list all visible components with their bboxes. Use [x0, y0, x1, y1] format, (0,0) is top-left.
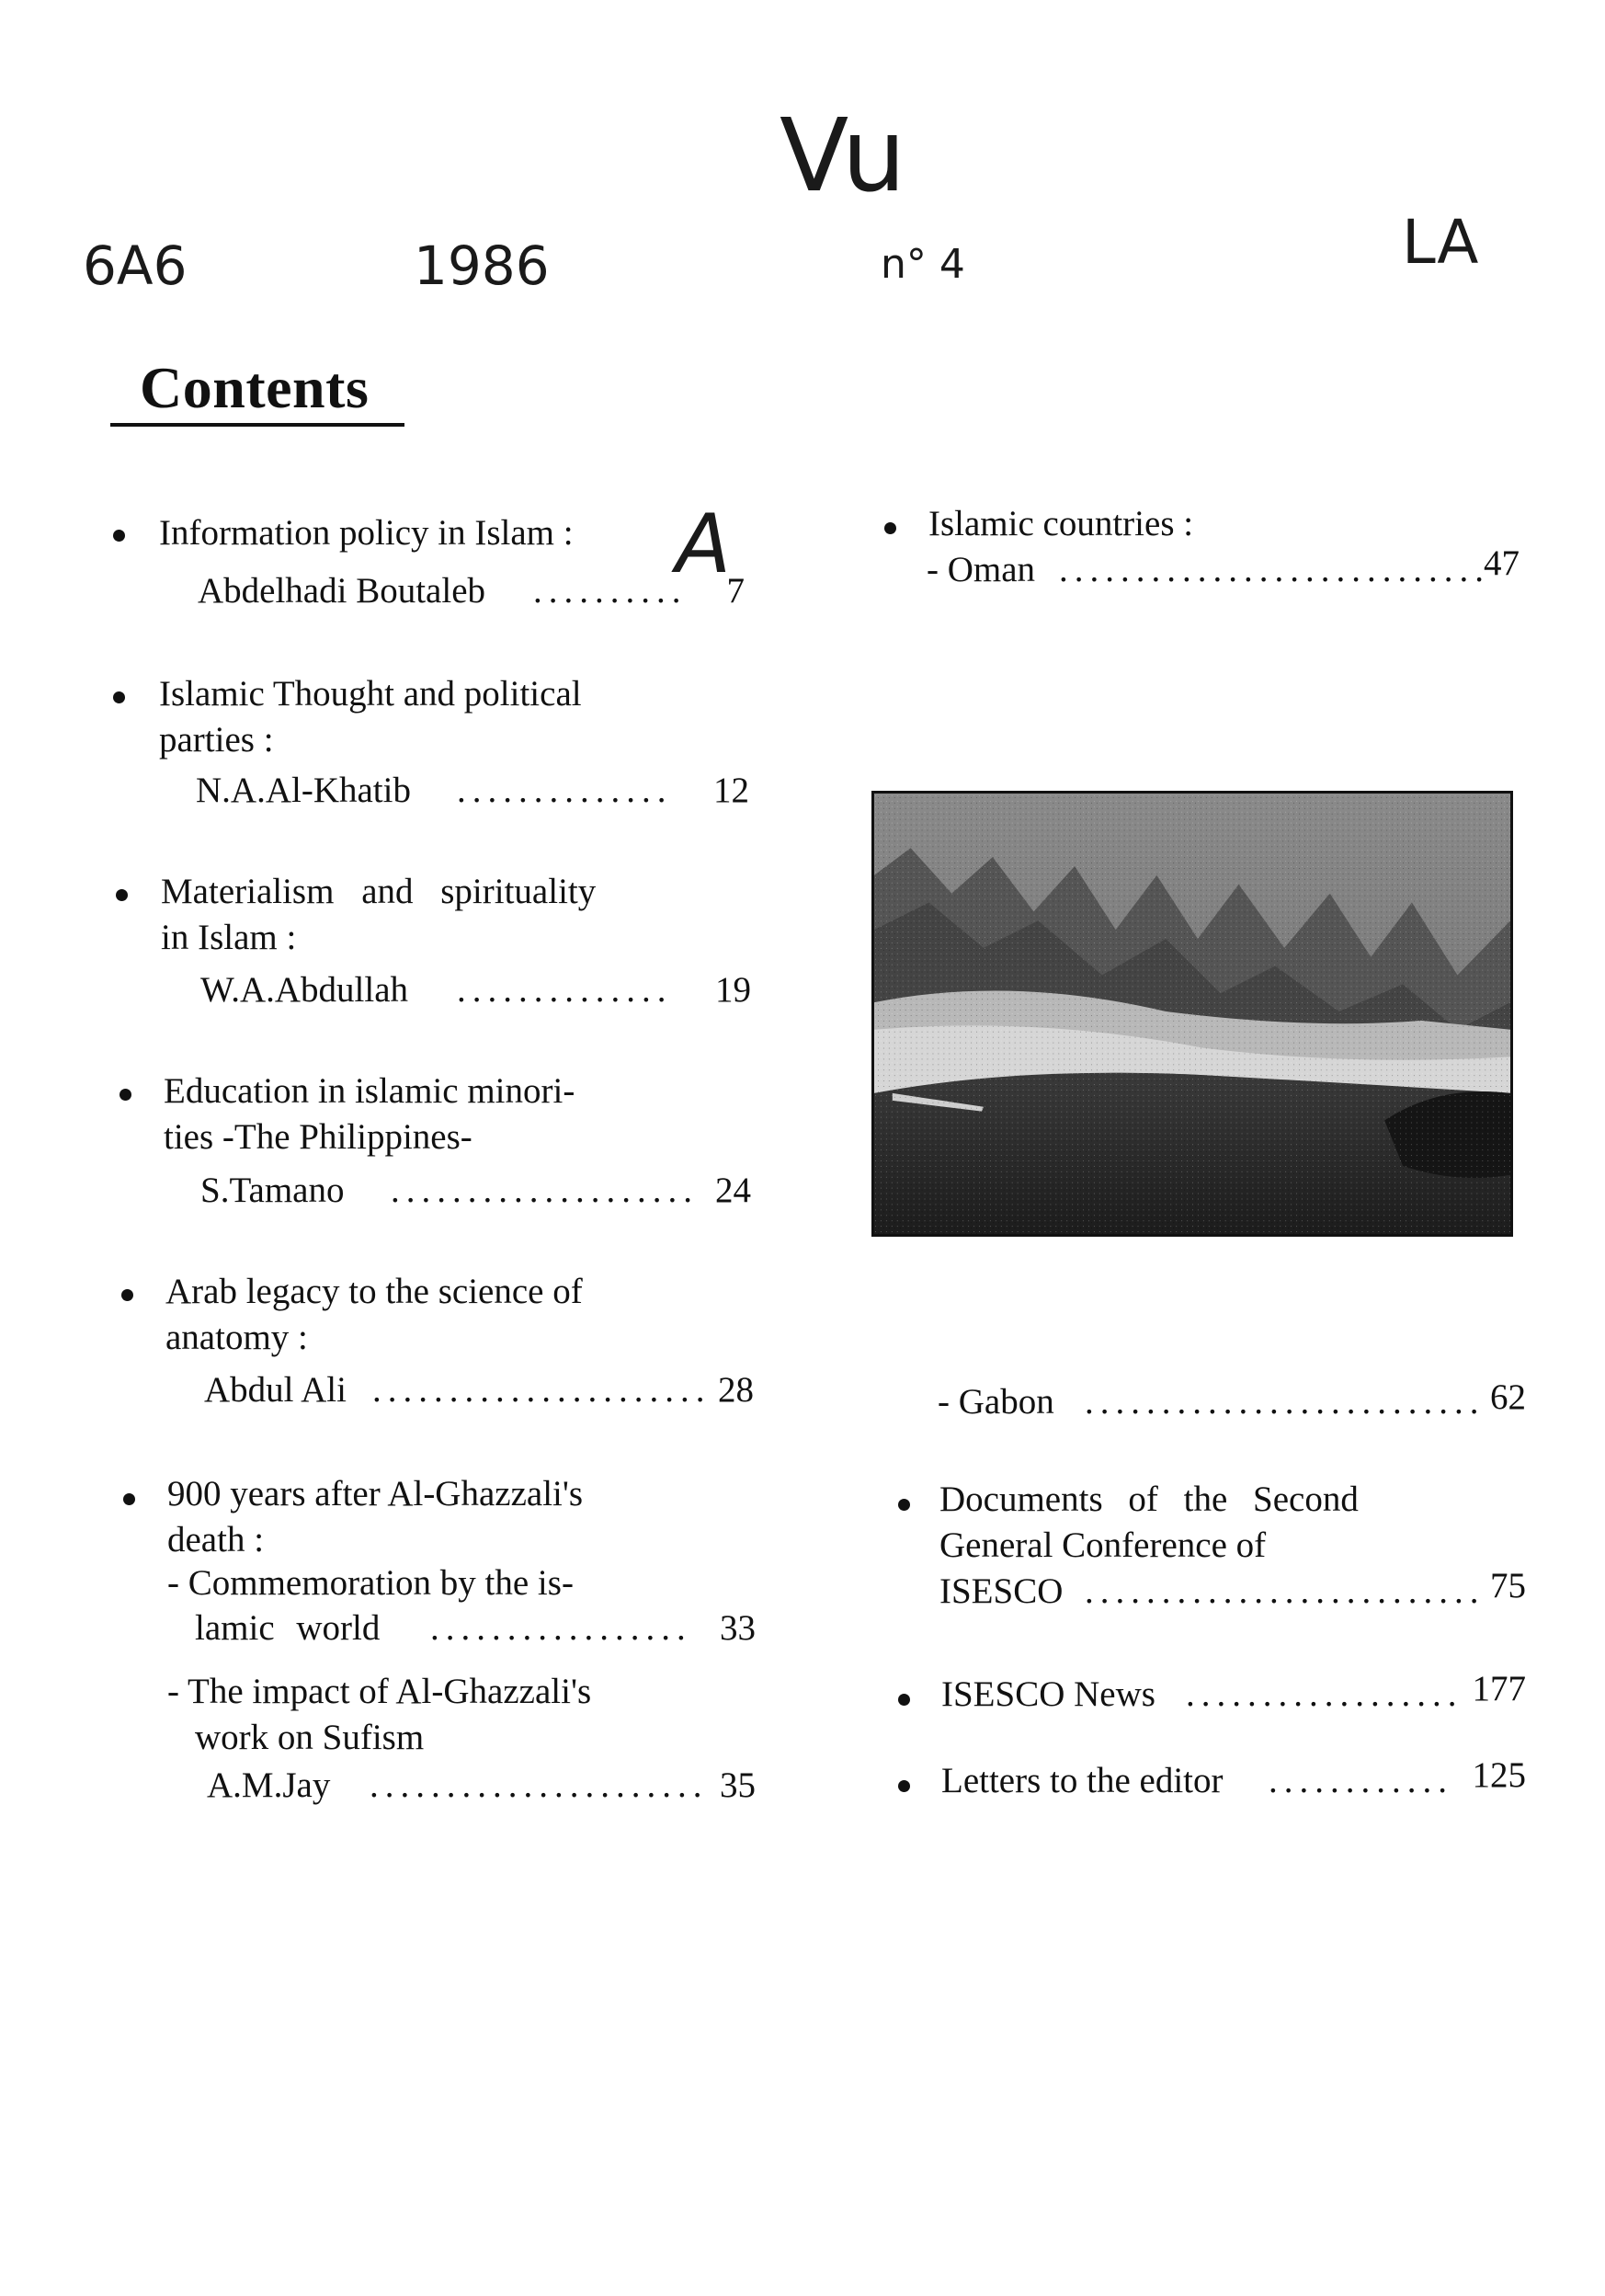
toc-entry-title: Documents of the Second: [939, 1479, 1359, 1519]
toc-entry-page: 7: [726, 571, 745, 611]
bullet-icon: [120, 1089, 131, 1101]
toc-entry-title: anatomy :: [165, 1318, 308, 1357]
handwritten-issue: n° 4: [881, 241, 965, 288]
handwritten-page-mark: A: [676, 497, 732, 591]
toc-entry-author: W.A.Abdullah: [200, 970, 409, 1010]
bullet-icon: [898, 1694, 910, 1706]
toc-entry-author: Abdelhadi Boutaleb: [198, 571, 486, 611]
bullet-icon: [116, 889, 128, 901]
toc-subitem-title: lamic world: [195, 1608, 381, 1648]
toc-subitem-title: - Commemoration by the is-: [167, 1563, 574, 1603]
dot-leader: ..................: [1186, 1674, 1463, 1714]
dot-leader: ..........................: [1085, 1571, 1485, 1611]
toc-subitem-page: 33: [720, 1608, 756, 1648]
handwritten-code-right: LA: [1402, 207, 1479, 278]
toc-entry-page: 12: [713, 771, 749, 810]
toc-entry-page: 28: [718, 1370, 754, 1410]
toc-entry-title: Islamic Thought and political: [159, 674, 582, 714]
toc-entry-title: Materialism and spirituality: [161, 872, 597, 911]
toc-entry-title: in Islam :: [161, 918, 297, 957]
dot-leader: ..............: [457, 970, 673, 1010]
bullet-icon: [898, 1499, 910, 1511]
aerial-town-photo: [871, 791, 1513, 1237]
bullet-icon: [898, 1780, 910, 1792]
toc-entry-page: 24: [715, 1171, 751, 1210]
toc-entry-title: Information policy in Islam :: [159, 513, 574, 553]
toc-subitem-title: - Gabon: [938, 1382, 1054, 1422]
toc-subitem-page: 35: [720, 1765, 756, 1805]
toc-entry-title: 900 years after Al-Ghazzali's: [167, 1474, 584, 1514]
dot-leader: .................: [430, 1608, 692, 1648]
handwritten-volume: Vu: [780, 97, 906, 214]
handwritten-year: 1986: [414, 234, 550, 297]
toc-subitem-page: 47: [1484, 543, 1520, 583]
toc-entry-author: Abdul Ali: [204, 1370, 347, 1410]
dot-leader: ......................: [372, 1370, 711, 1410]
toc-entry-title: parties :: [159, 720, 274, 760]
dot-leader: ............................: [1059, 550, 1490, 589]
toc-entry-page: 125: [1472, 1755, 1526, 1795]
title-underline: [110, 423, 404, 427]
handwritten-code-left: 6A6: [83, 234, 188, 297]
dot-leader: ......................: [370, 1765, 709, 1805]
toc-subitem-title: - The impact of Al-Ghazzali's: [167, 1672, 592, 1711]
toc-entry-title: Arab legacy to the science of: [165, 1272, 583, 1311]
toc-entry-title: Islamic countries :: [928, 504, 1194, 543]
toc-entry-title: ISESCO News: [941, 1674, 1155, 1714]
toc-subitem-title: - Oman: [927, 550, 1036, 589]
toc-entry-author: A.M.Jay: [207, 1765, 331, 1805]
bullet-icon: [113, 691, 125, 703]
dot-leader: ..............: [457, 771, 673, 810]
toc-subitem-page: 62: [1490, 1377, 1526, 1417]
toc-entry-title: General Conference of: [939, 1525, 1267, 1565]
aerial-town-photo-image: [874, 794, 1510, 1234]
toc-entry-title: ISESCO: [939, 1571, 1064, 1611]
toc-entry-page: 19: [715, 970, 751, 1010]
toc-entry-title: Education in islamic minori-: [164, 1071, 575, 1111]
toc-entry-author: S.Tamano: [200, 1171, 345, 1210]
dot-leader: ....................: [391, 1171, 699, 1210]
toc-entry-title: ties -The Philippines-: [164, 1117, 472, 1157]
toc-entry-page: 177: [1472, 1669, 1526, 1708]
bullet-icon: [113, 530, 125, 542]
dot-leader: ............: [1269, 1761, 1453, 1800]
bullet-icon: [123, 1493, 135, 1505]
toc-entry-page: 75: [1490, 1566, 1526, 1605]
bullet-icon: [121, 1289, 133, 1301]
toc-entry-title: Letters to the editor: [941, 1761, 1224, 1800]
toc-subitem-title: work on Sufism: [195, 1718, 425, 1757]
toc-entry-author: N.A.Al-Khatib: [196, 771, 411, 810]
dot-leader: ..........: [533, 571, 688, 611]
bullet-icon: [884, 522, 896, 534]
page-title: Contents: [140, 355, 370, 420]
dot-leader: ..........................: [1085, 1382, 1485, 1422]
toc-entry-title: death :: [167, 1520, 265, 1559]
